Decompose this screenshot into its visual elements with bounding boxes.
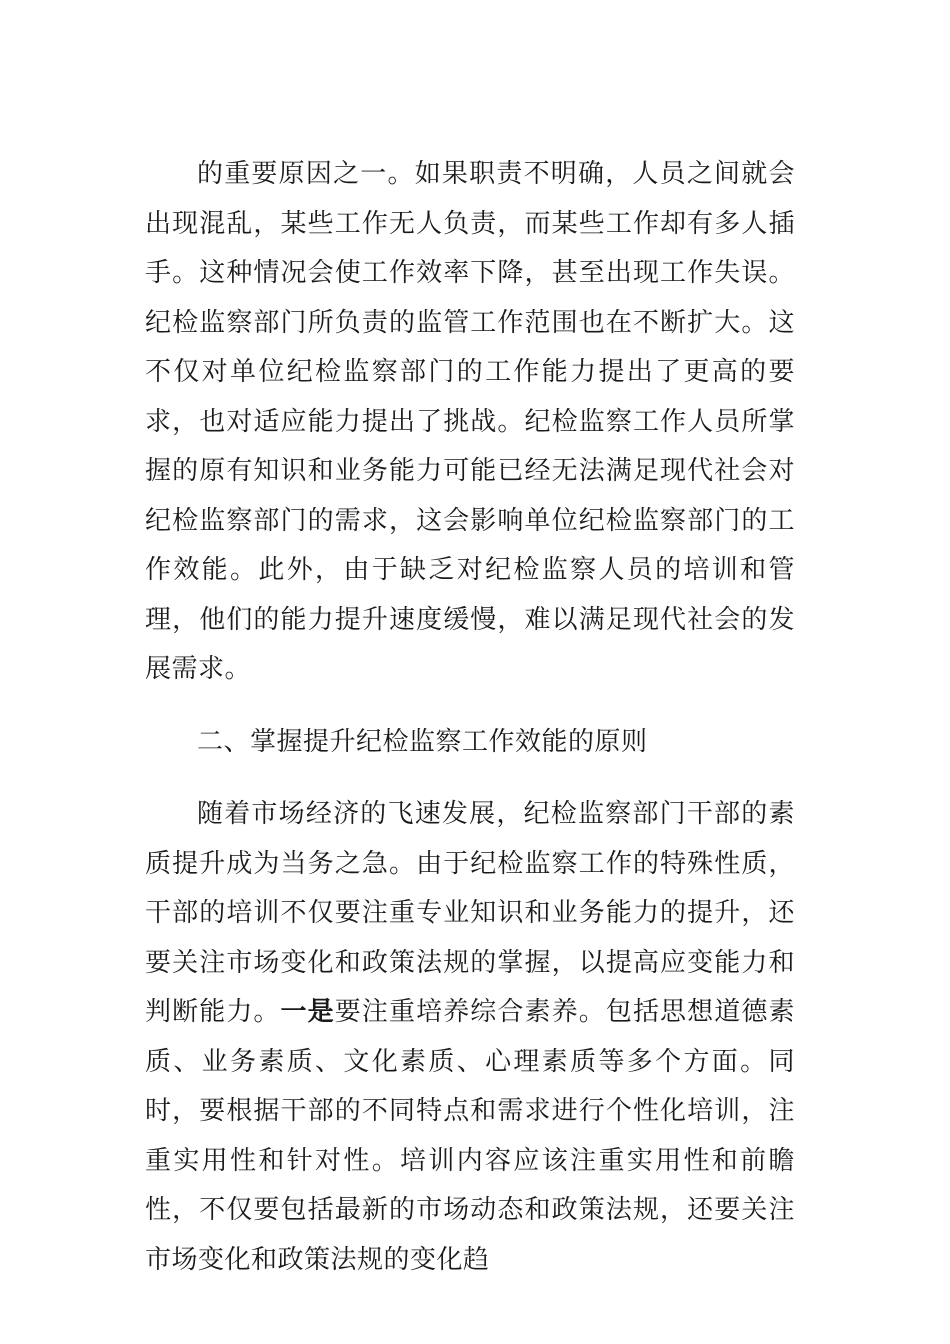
paragraph-3-text: 要注重培养综合素养。包括思想道德素质、业务素质、文化素质、心理素质等多个方面。同时，要根据干部的不同特点和需求进行个性化培训，注重实用性和针对性。培训内容应该注重实用性和前瞻性，不仅要包括最新的市场动态和政策法规，还要关注市场变化和政策法规的变化趋 [145, 997, 795, 1275]
document-body [145, 150, 795, 1285]
paragraph-2 [145, 790, 795, 1285]
section-heading-2: 二、掌握提升纪检监察工作效能的原则 [197, 726, 648, 757]
paragraph-3-bold-lead: 一是 [280, 997, 335, 1027]
paragraph-2-text: 随着市场经济的飞速发展，纪检监察部门干部的素质提升成为当务之急。由于纪检监察工作的特殊性质，干部的培训不仅要注重专业知识和业务能力的提升，还要关注市场变化和政策法规的掌握，以提高应变能力和判断能力。 [145, 799, 795, 1027]
paragraph-1: 的重要原因之一。如果职责不明确，人员之间就会出现混乱，某些工作无人负责，而某些工作却有多人插手。这种情况会使工作效率下降，甚至出现工作失误。纪检监察部门所负责的监管工作范围也在不断扩大。这不仅对单位纪检监察部门的工作能力提出了更高的要求，也对适应能力提出了挑战。纪检监察工作人员所掌握的原有知识和业务能力可能已经无法满足现代社会对纪检监察部门的需求，这会影响单位纪检监察部门的工作效能。此外，由于缺乏对纪检监察人员的培训和管理，他们的能力提升速度缓慢，难以满足现代社会的发展需求。 [145, 159, 795, 684]
